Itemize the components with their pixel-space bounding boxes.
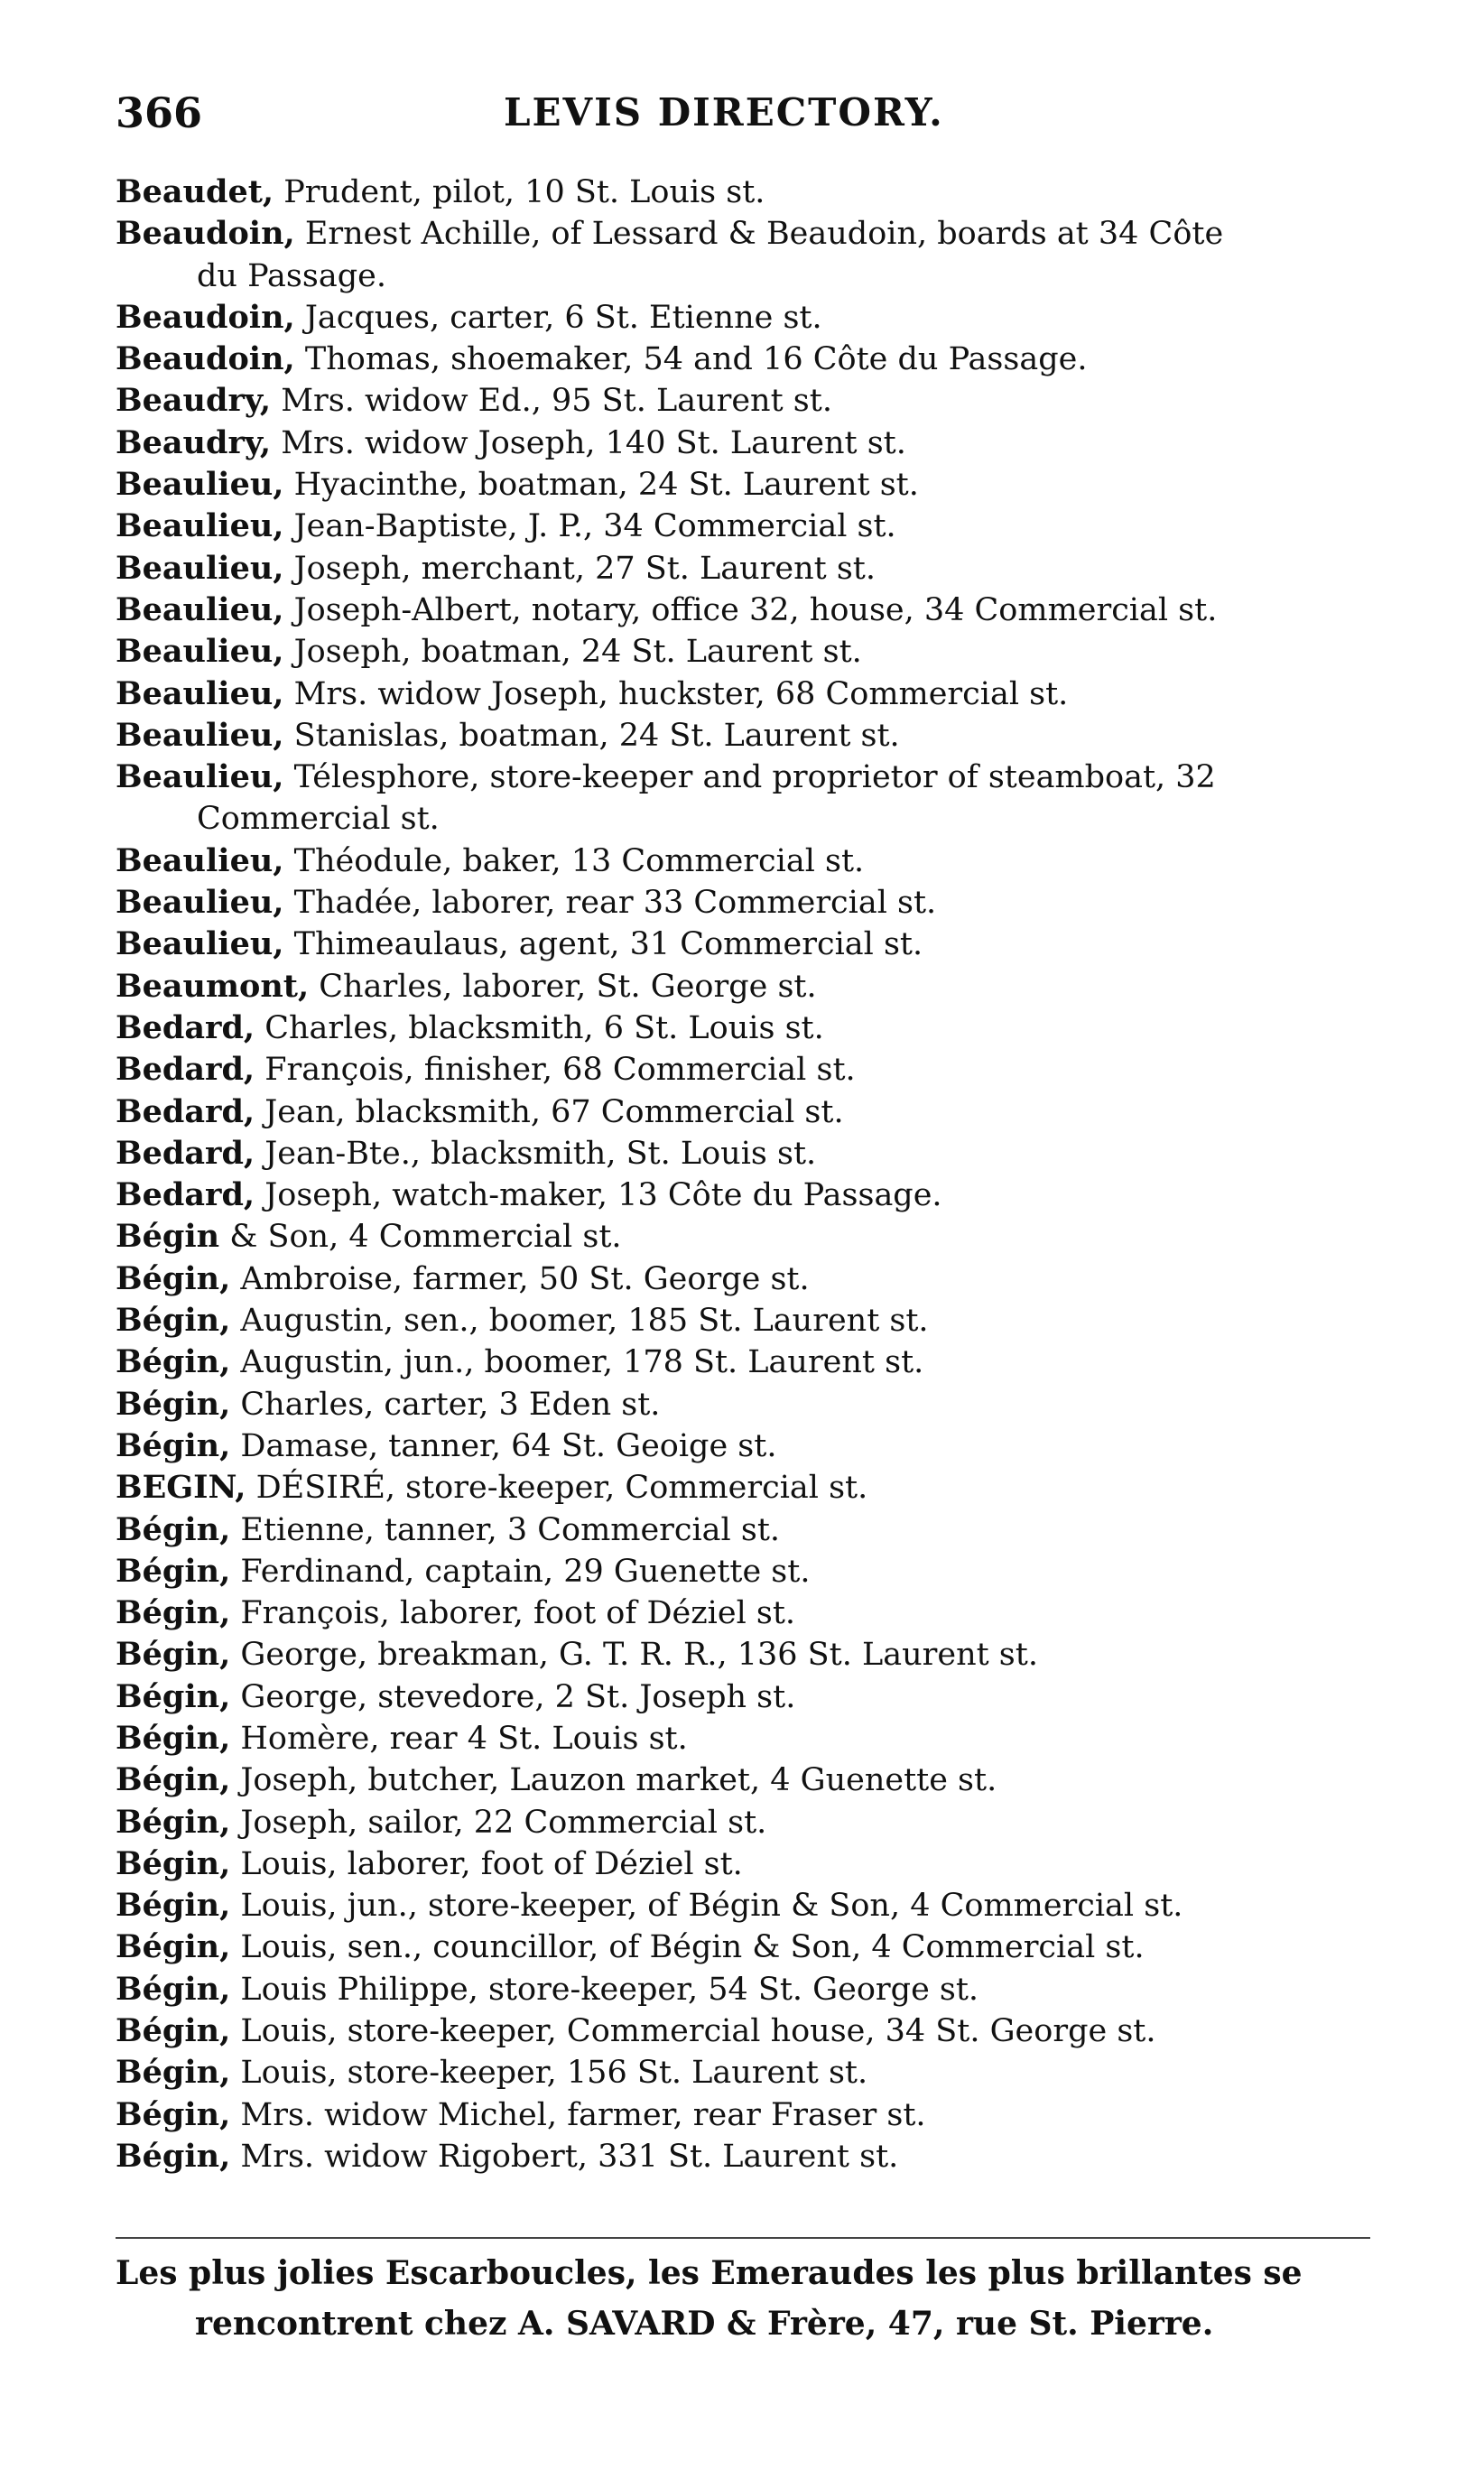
entry-surname: Bégin, (116, 1552, 231, 1590)
entry-surname: Beaumont, (116, 967, 310, 1005)
directory-entry (116, 1926, 1379, 1968)
entry-surname: Beaulieu, (116, 716, 284, 754)
entry-details: Joseph, boatman, 24 St. Laurent st. (283, 634, 862, 671)
entry-surname: Beaudoin, (116, 340, 295, 378)
entry-surname: Bégin, (116, 1636, 231, 1674)
entry-details: Joseph, sailor, 22 Commercial st. (230, 1804, 767, 1841)
entry-details: Théodule, baker, 13 Commercial st. (283, 842, 865, 879)
entry-surname: Beaudoin, (116, 215, 295, 253)
entry-surname: Bégin, (116, 1385, 231, 1423)
entry-surname: Bégin, (116, 2012, 231, 2050)
entry-surname: Beaulieu, (116, 884, 284, 922)
entry-details: Hyacinthe, boatman, 24 St. Laurent st. (283, 467, 919, 504)
entry-details: Mrs. widow Joseph, 140 St. Laurent st. (271, 424, 906, 461)
directory-entry (116, 1384, 1379, 1425)
advertisement-line: Les plus jolies Escarboucles, les Emeraudes les plus brillantes se (116, 2254, 1303, 2292)
entry-surname: Bégin, (116, 1343, 231, 1381)
entry-details: Ambroise, farmer, 50 St. George st. (230, 1260, 810, 1297)
entry-details: & Son, 4 Commercial st. (219, 1219, 622, 1256)
directory-entry (116, 590, 1379, 631)
entry-surname: Bégin, (116, 1594, 231, 1632)
entry-surname: Bégin, (116, 1677, 231, 1715)
entry-details: Augustin, sen., boomer, 185 St. Laurent st. (230, 1303, 929, 1340)
entry-surname: Bedard, (116, 1008, 255, 1046)
entry-details: Stanislas, boatman, 24 St. Laurent st. (283, 717, 900, 754)
directory-entry (116, 172, 1379, 213)
entry-continuation: Commercial st. (197, 801, 440, 838)
entry-details: François, laborer, foot of Déziel st. (230, 1595, 796, 1632)
directory-entry (116, 840, 1379, 882)
divider-rule (116, 2237, 1370, 2239)
entry-details: Télesphore, store-keeper and proprietor of steamboat, 32 (283, 759, 1216, 796)
advertisement (116, 2248, 1379, 2349)
entry-surname: Bégin, (116, 1259, 231, 1297)
directory-entry (116, 1007, 1379, 1049)
entry-details: Thimeaulaus, agent, 31 Commercial st. (283, 926, 923, 963)
entry-surname: Beaudoin, (116, 298, 295, 336)
entry-details: Joseph-Albert, notary, office 32, house, 34 Commercial st. (283, 591, 1218, 628)
directory-entry (116, 506, 1379, 547)
entry-details: François, finisher, 68 Commercial st. (255, 1052, 856, 1089)
entry-surname: Bégin, (116, 1302, 231, 1340)
directory-entry (116, 1718, 1379, 1759)
entry-details: Homère, rear 4 St. Louis st. (230, 1720, 688, 1757)
entry-details: Louis, sen., councillor, of Bégin & Son, 4 Commercial st. (230, 1929, 1145, 1966)
entry-details: Thomas, shoemaker, 54 and 16 Côte du Passage. (294, 341, 1088, 378)
entry-surname: Beaulieu, (116, 507, 284, 545)
entry-details: Thadée, laborer, rear 33 Commercial st. (283, 885, 937, 922)
page-header (116, 88, 1379, 152)
directory-entry (116, 1341, 1379, 1383)
entry-details: Louis, laborer, foot of Déziel st. (230, 1845, 743, 1882)
entry-surname: Bedard, (116, 1092, 255, 1130)
entry-details: Mrs. widow Ed., 95 St. Laurent st. (271, 383, 832, 420)
entry-surname: Bégin, (116, 1803, 231, 1841)
directory-entry (116, 1049, 1379, 1091)
entry-surname: Beaulieu, (116, 633, 284, 671)
entry-details: Augustin, jun., boomer, 178 St. Laurent st. (230, 1344, 924, 1381)
entry-surname: Beaudry, (116, 382, 272, 420)
directory-entry (116, 1969, 1379, 2010)
entry-surname: Beaulieu, (116, 925, 284, 963)
directory-entry (116, 1091, 1379, 1133)
directory-entry (116, 213, 1379, 297)
entry-details: George, breakman, G. T. R. R., 136 St. Laurent st. (230, 1637, 1038, 1674)
advertisement-line: rencontrent chez A. SAVARD & Frère, 47, rue St. Pierre. (195, 2305, 1214, 2343)
directory-entry (116, 673, 1379, 715)
directory-entry (116, 2010, 1379, 2052)
entry-surname: Bégin, (116, 2054, 231, 2092)
entry-surname: Beaulieu, (116, 841, 284, 879)
directory-entry (116, 339, 1379, 380)
entry-surname: Bégin, (116, 1510, 231, 1548)
directory-entry (116, 1843, 1379, 1885)
entry-surname: Bégin, (116, 2137, 231, 2175)
directory-entry (116, 1300, 1379, 1341)
page-number: 366 (116, 88, 203, 137)
entry-surname: Beaulieu, (116, 549, 284, 587)
directory-entry (116, 2094, 1379, 2136)
entry-details: Jean, blacksmith, 67 Commercial st. (255, 1093, 844, 1130)
directory-entry (116, 380, 1379, 422)
entry-surname: Beaulieu, (116, 466, 284, 504)
directory-entry (116, 2136, 1379, 2177)
entry-surname: Bedard, (116, 1176, 255, 1214)
entry-details: Louis, store-keeper, 156 St. Laurent st. (230, 2055, 868, 2092)
entry-details: Ferdinand, captain, 29 Guenette st. (230, 1553, 811, 1590)
directory-entry (116, 1258, 1379, 1300)
entry-details: Jean-Bte., blacksmith, St. Louis st. (255, 1135, 817, 1172)
entry-details: Jean-Baptiste, J. P., 34 Commercial st. (283, 508, 896, 545)
entry-details: Etienne, tanner, 3 Commercial st. (230, 1511, 781, 1548)
directory-entry (116, 1802, 1379, 1843)
directory-entry (116, 1759, 1379, 1801)
directory-entries (116, 172, 1379, 2177)
entry-surname: Bégin, (116, 1970, 231, 2008)
entry-details: Charles, carter, 3 Eden st. (230, 1386, 661, 1423)
entry-surname: Beaulieu, (116, 590, 284, 628)
entry-details: Jacques, carter, 6 St. Etienne st. (294, 299, 822, 336)
entry-surname: Bégin, (116, 1844, 231, 1882)
directory-entry (116, 1634, 1379, 1676)
entry-surname: Beaudry, (116, 423, 272, 461)
entry-details: Louis, store-keeper, Commercial house, 34 St. George st. (230, 2013, 1156, 2050)
directory-entry (116, 2052, 1379, 2093)
directory-entry (116, 1509, 1379, 1551)
entry-surname: BEGIN, (116, 1469, 246, 1507)
directory-entry (116, 422, 1379, 464)
directory-entry (116, 966, 1379, 1007)
entry-surname: Bégin, (116, 1928, 231, 1966)
entry-details: Ernest Achille, of Lessard & Beaudoin, boards at 34 Côte (294, 216, 1224, 253)
entry-details: Joseph, merchant, 27 St. Laurent st. (283, 550, 876, 587)
directory-entry (116, 1551, 1379, 1592)
directory-entry (116, 548, 1379, 590)
entry-surname: Bégin, (116, 1761, 231, 1799)
entry-surname: Bégin, (116, 1426, 231, 1464)
entry-details: DÉSIRÉ, store-keeper, Commercial st. (246, 1470, 868, 1507)
entry-surname: Bégin (116, 1218, 220, 1256)
entry-surname: Bégin, (116, 1719, 231, 1757)
directory-entry (116, 924, 1379, 965)
running-head: LEVIS DIRECTORY. (504, 90, 944, 135)
entry-details: Charles, blacksmith, 6 St. Louis st. (255, 1009, 824, 1046)
entry-details: Damase, tanner, 64 St. Geoige st. (230, 1427, 777, 1464)
directory-entry (116, 1216, 1379, 1258)
directory-entry (116, 1592, 1379, 1634)
entry-details: Louis, jun., store-keeper, of Bégin & Son, 4 Commercial st. (230, 1888, 1183, 1925)
directory-entry (116, 631, 1379, 673)
directory-entry (116, 297, 1379, 339)
directory-entry (116, 757, 1379, 840)
directory-entry (116, 1174, 1379, 1216)
entry-details: Mrs. widow Michel, farmer, rear Fraser st. (230, 2096, 926, 2133)
directory-entry (116, 882, 1379, 924)
directory-entry (116, 1133, 1379, 1174)
entry-details: Mrs. widow Joseph, huckster, 68 Commercial st. (283, 675, 1069, 712)
entry-surname: Bedard, (116, 1051, 255, 1089)
directory-entry (116, 1425, 1379, 1467)
entry-details: Mrs. widow Rigobert, 331 St. Laurent st. (230, 2138, 899, 2175)
entry-surname: Beaulieu, (116, 758, 284, 796)
entry-details: Joseph, butcher, Lauzon market, 4 Guenette st. (230, 1762, 997, 1799)
directory-entry (116, 1467, 1379, 1509)
entry-surname: Beaudet, (116, 173, 274, 210)
directory-entry (116, 464, 1379, 506)
entry-details: Charles, laborer, St. George st. (309, 968, 817, 1005)
entry-details: Joseph, watch-maker, 13 Côte du Passage. (255, 1177, 942, 1214)
entry-surname: Bégin, (116, 2095, 231, 2133)
entry-details: Prudent, pilot, 10 St. Louis st. (274, 174, 765, 210)
entry-details: Louis Philippe, store-keeper, 54 St. George st. (230, 1971, 979, 2008)
entry-surname: Bégin, (116, 1887, 231, 1925)
entry-continuation: du Passage. (197, 257, 386, 294)
entry-surname: Beaulieu, (116, 674, 284, 712)
entry-details: George, stevedore, 2 St. Joseph st. (230, 1678, 796, 1715)
directory-entry (116, 1676, 1379, 1718)
entry-surname: Bedard, (116, 1134, 255, 1172)
directory-entry (116, 715, 1379, 757)
directory-entry (116, 1885, 1379, 1926)
